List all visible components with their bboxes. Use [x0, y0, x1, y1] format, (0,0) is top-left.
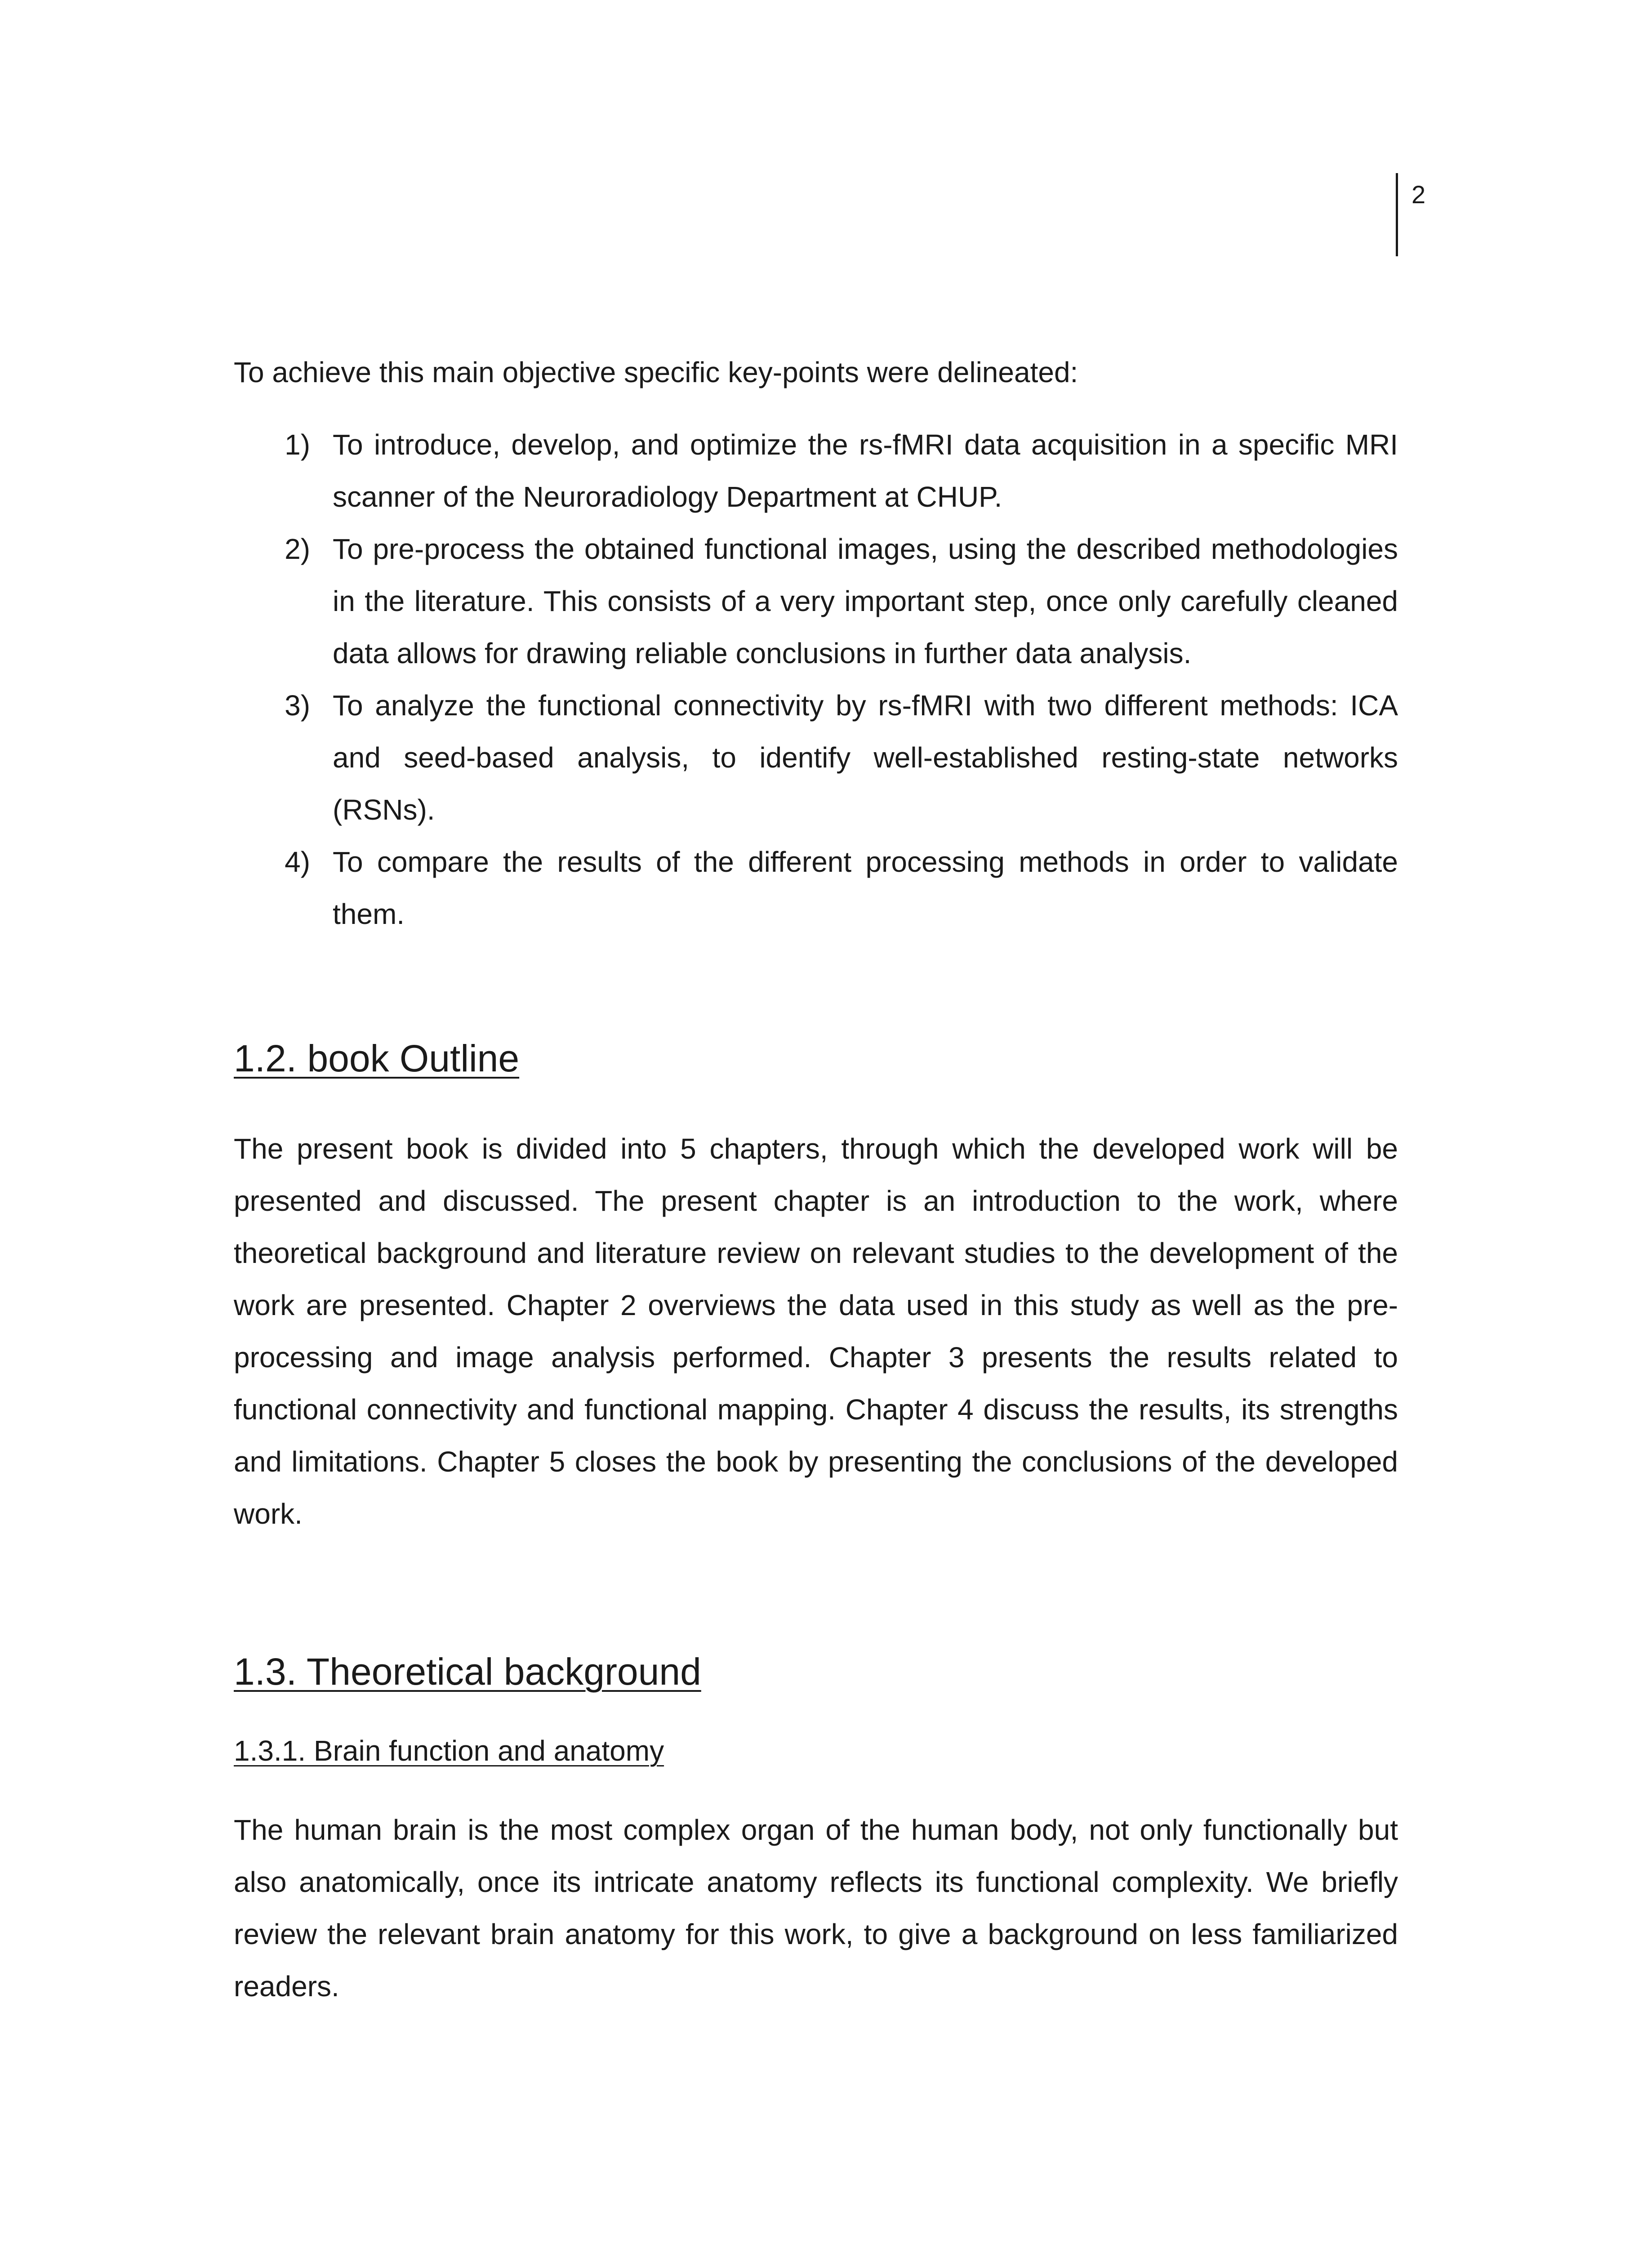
- theory-paragraph: The human brain is the most complex organ of the human body, not only functionally but also anatomically, once its intricate anatomy reflects its functional complexity. We briefly review the relevant brain anatomy for this work, to give a background on less familiarized readers.: [234, 1814, 1398, 2003]
- subsection-heading: 1.3.1. Brain function and anatomy: [234, 1735, 664, 1767]
- objectives-intro: To achieve this main objective specific key-points were delineated:: [234, 356, 1078, 388]
- page-number: 2: [1396, 173, 1425, 256]
- list-item-text: To pre-process the obtained functional images, using the described methodologies in the literature. This consists of a very important step, once only carefully cleaned data allows for drawing reliable conclusions in further data analysis.: [333, 533, 1398, 669]
- list-item-text: To compare the results of the different processing methods in order to validate them.: [333, 846, 1398, 930]
- list-item-number: 3): [285, 689, 310, 722]
- list-item-number: 2): [285, 533, 310, 565]
- objectives-list: [234, 419, 1398, 940]
- section-heading-theory: 1.3. Theoretical background: [234, 1650, 701, 1693]
- outline-paragraph: The present book is divided into 5 chapters, through which the developed work will be presented and discussed. The present chapter is an introduction to the work, where theoretical background and literature review on relevant studies to the development of the work are presented. Chapter 2 overviews the data used in this study as well as the pre-processing and image analysis performed. Chapter 3 presents the results related to functional connectivity and functional mapping. Chapter 4 discuss the results, its strengths and limitations. Chapter 5 closes the book by presenting the conclusions of the developed work.: [234, 1133, 1398, 1530]
- list-item: [234, 679, 1398, 836]
- section-heading-outline: 1.2. book Outline: [234, 1037, 520, 1079]
- list-item-text: To introduce, develop, and optimize the rs-fMRI data acquisition in a specific MRI scanner of the Neuroradiology Department at CHUP.: [333, 428, 1398, 513]
- list-item: [234, 836, 1398, 940]
- list-item: [234, 419, 1398, 523]
- list-item-number: 1): [285, 428, 310, 461]
- list-item: [234, 523, 1398, 679]
- page-content: [234, 346, 1398, 2012]
- list-item-text: To analyze the functional connectivity by rs-fMRI with two different methods: ICA and seed-based analysis, to identify well-established resting-state networks (RSNs).: [333, 689, 1398, 826]
- list-item-number: 4): [285, 846, 310, 878]
